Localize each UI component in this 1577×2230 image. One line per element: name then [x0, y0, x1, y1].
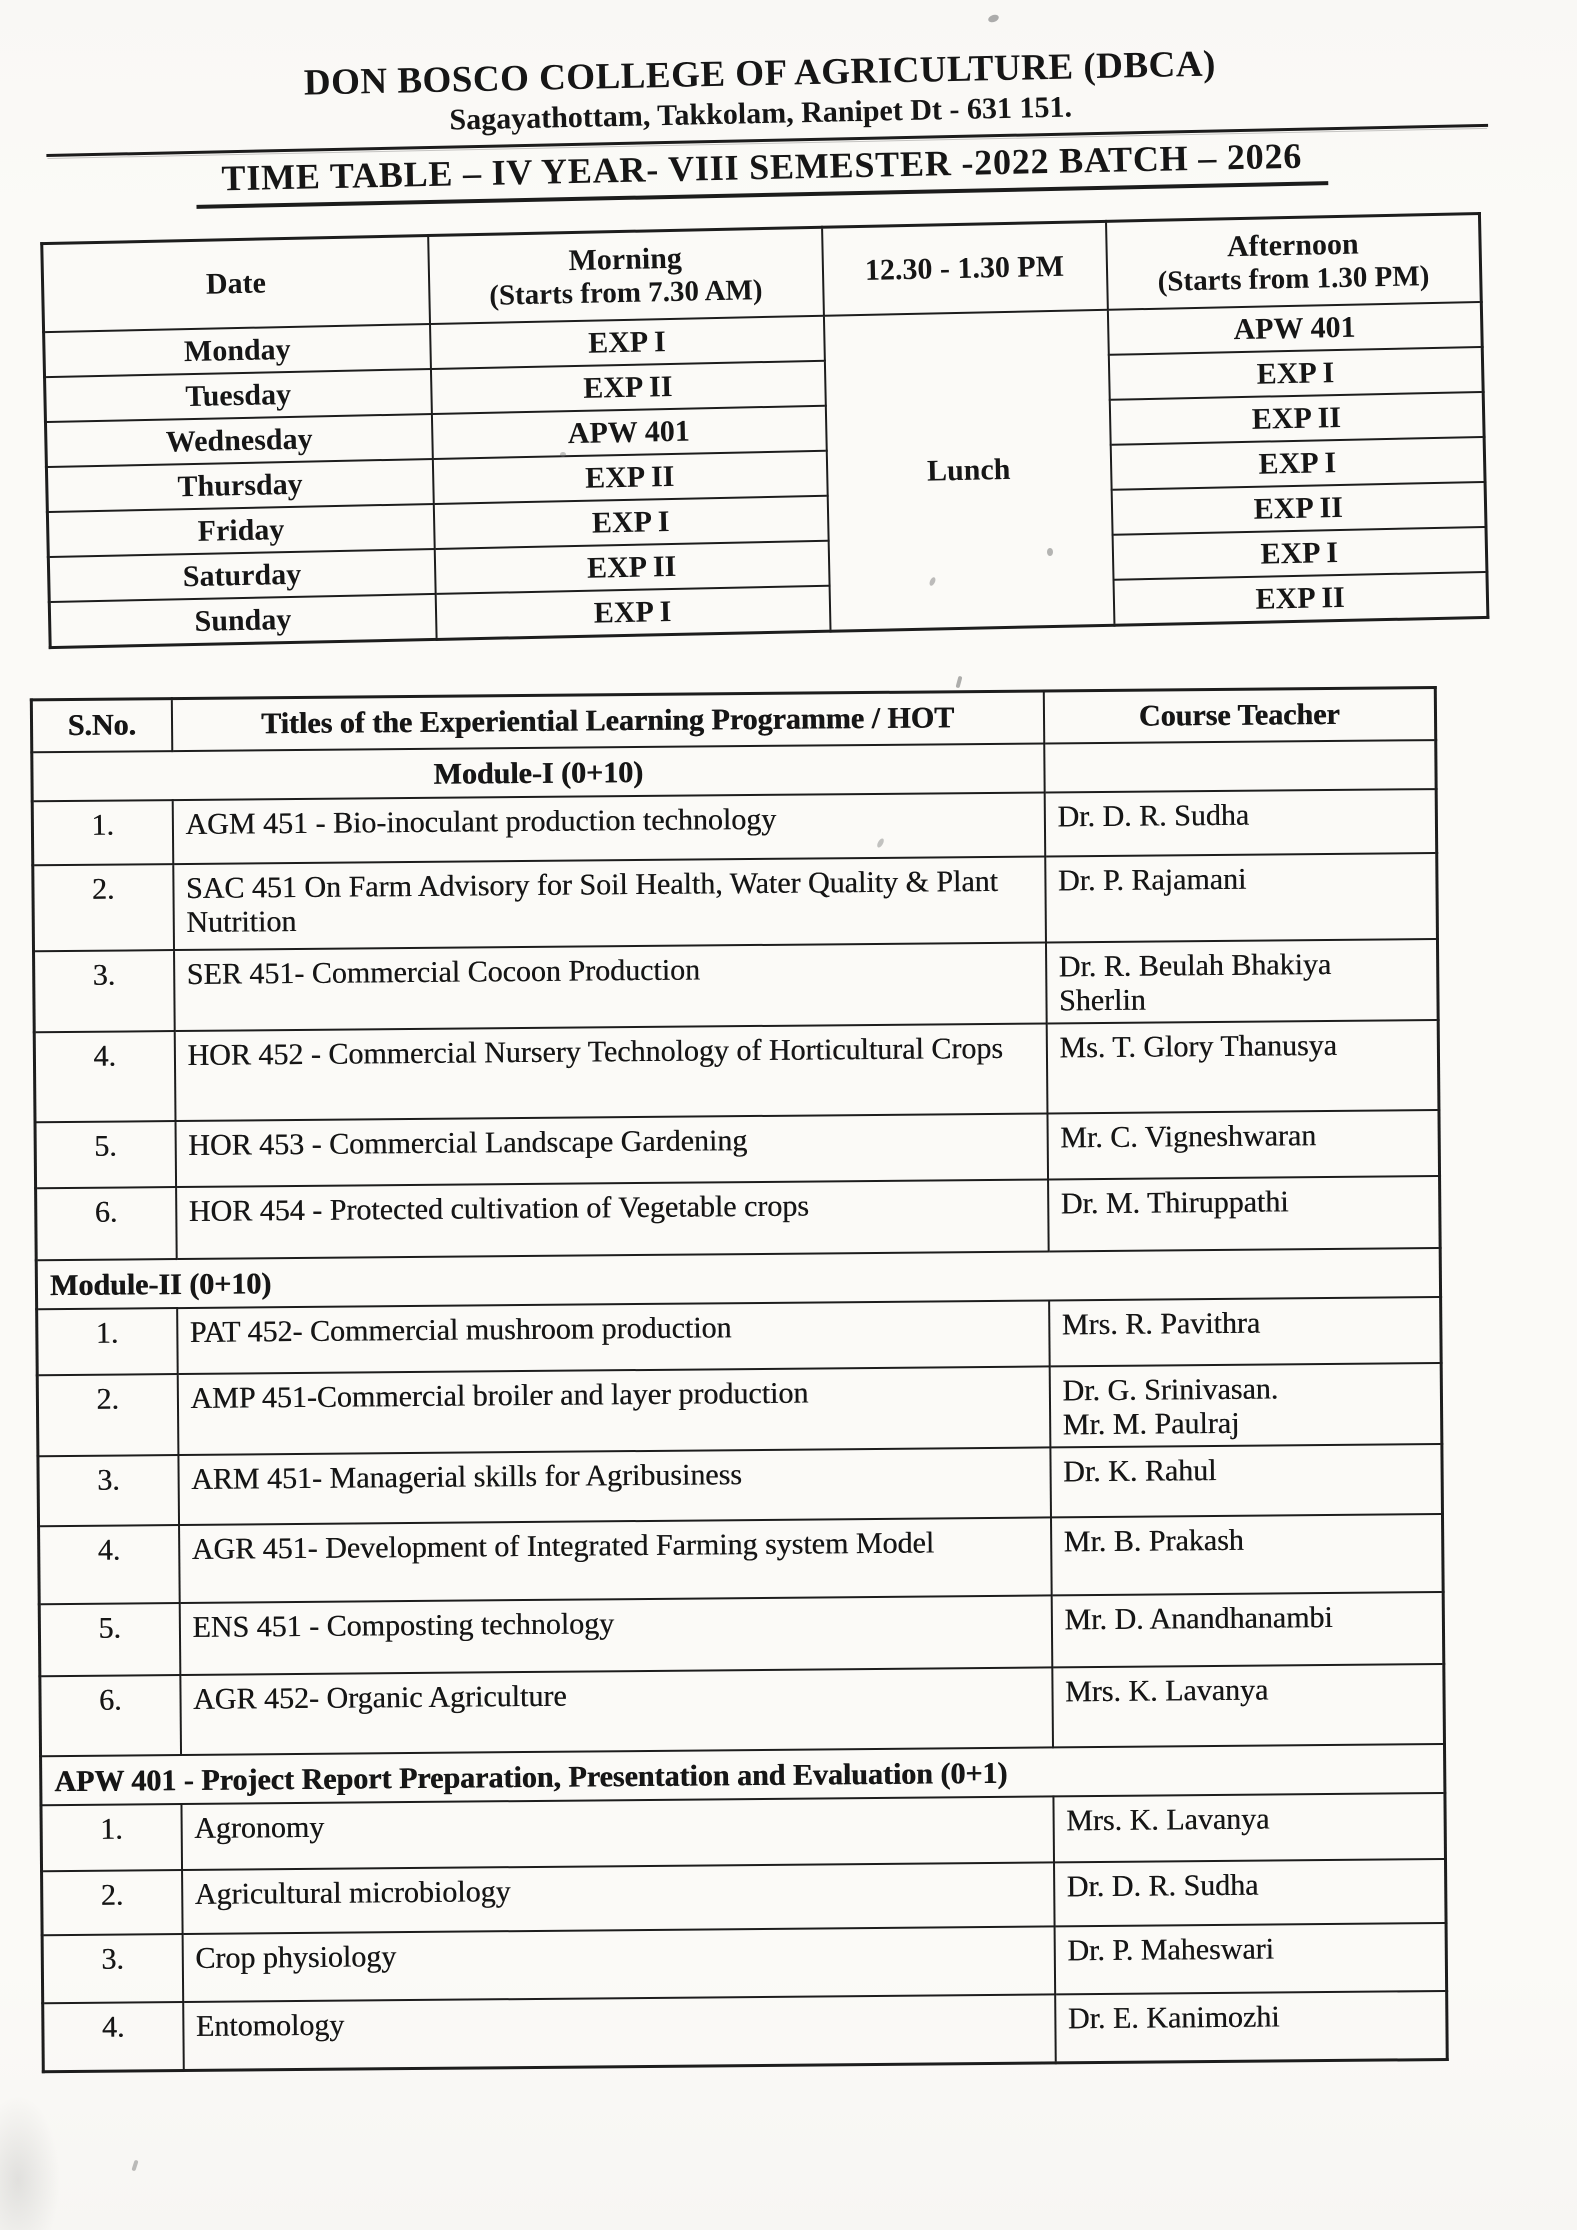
course-row	[33, 853, 1438, 951]
teacher-cell: Dr. E. Kanimozhi	[1055, 1991, 1448, 2062]
course-title-cell: HOR 454 - Protected cultivation of Vegetable crops	[176, 1179, 1049, 1259]
course-title-cell: SAC 451 On Farm Advisory for Soil Health, Water Quality & Plant Nutrition	[173, 856, 1046, 950]
afternoon-cell: EXP II	[1111, 482, 1486, 535]
sno-cell: 1.	[32, 800, 173, 865]
sno-cell: 6.	[40, 1675, 181, 1756]
module-1-label: Module-I (0+10)	[32, 743, 1044, 801]
course-title-cell: SER 451- Commercial Cocoon Production	[174, 942, 1047, 1031]
teacher-cell: Mr. B. Prakash	[1050, 1514, 1443, 1595]
morning-column-header	[428, 227, 824, 324]
course-title-cell: AGM 451 - Bio-inoculant production technology	[172, 792, 1045, 864]
course-row	[40, 1664, 1445, 1756]
day-cell: Sunday	[49, 594, 436, 648]
sno-cell: 3.	[42, 1934, 183, 2003]
sno-cell: 3.	[34, 950, 175, 1032]
morning-cell: APW 401	[431, 406, 826, 459]
document-title: TIME TABLE – IV YEAR- VIII SEMESTER -2022 BATCH – 2026	[195, 134, 1329, 209]
afternoon-cell: EXP II	[1113, 572, 1488, 625]
scan-speckle	[131, 2160, 138, 2172]
sno-cell: 6.	[36, 1187, 177, 1260]
afternoon-column-header	[1106, 214, 1482, 310]
afternoon-cell: EXP I	[1110, 437, 1485, 490]
teacher-cell: Dr. D. R. Sudha	[1044, 789, 1437, 856]
course-title-cell: PAT 452- Commercial mushroom production	[177, 1300, 1050, 1374]
afternoon-cell: EXP II	[1109, 392, 1484, 445]
document-title-wrap	[17, 130, 1508, 212]
course-title-cell: Agronomy	[181, 1796, 1054, 1870]
course-row	[41, 1793, 1446, 1871]
course-row	[43, 1991, 1448, 2071]
courses-table	[30, 686, 1449, 2073]
course-title-cell: Entomology	[183, 1994, 1056, 2070]
afternoon-cell: EXP I	[1112, 527, 1487, 580]
teacher-cell: Dr. M. Thiruppathi	[1048, 1176, 1441, 1251]
course-title-cell: Crop physiology	[182, 1926, 1055, 2002]
module-2-label: Module-II (0+10)	[36, 1248, 1440, 1309]
afternoon-cell: EXP I	[1108, 347, 1483, 400]
sno-cell: 3.	[38, 1455, 179, 1526]
sno-cell: 4.	[39, 1525, 180, 1604]
module-1-empty-cell	[1044, 740, 1436, 792]
course-title-cell: AGR 452- Organic Agriculture	[180, 1667, 1053, 1755]
course-title-cell: HOR 453 - Commercial Landscape Gardening	[175, 1113, 1048, 1187]
morning-cell: EXP I	[430, 316, 825, 369]
day-cell: Friday	[47, 504, 434, 557]
course-row	[39, 1514, 1444, 1604]
teacher-cell: Dr. D. R. Sudha	[1054, 1859, 1447, 1926]
teacher-cell: Dr. K. Rahul	[1050, 1444, 1443, 1517]
sno-cell: 5.	[35, 1121, 176, 1188]
course-title-cell: ARM 451- Managerial skills for Agribusiness	[178, 1447, 1051, 1525]
header-and-weekly-timetable	[13, 0, 1516, 650]
morning-header-label: Morning	[568, 241, 683, 277]
day-cell: Thursday	[46, 459, 433, 512]
sno-cell: 4.	[34, 1031, 175, 1122]
course-row	[32, 789, 1437, 865]
teacher-cell: Dr. R. Beulah Bhakiya Sherlin	[1045, 939, 1438, 1023]
sno-cell: 2.	[33, 864, 174, 951]
course-row	[34, 1020, 1439, 1122]
day-cell: Saturday	[48, 549, 435, 602]
day-cell: Monday	[44, 324, 431, 377]
weekly-timetable-table	[40, 212, 1489, 649]
date-column-header: Date	[42, 236, 430, 333]
day-cell: Wednesday	[45, 414, 432, 467]
morning-cell: EXP II	[434, 541, 829, 594]
day-cell: Tuesday	[45, 369, 432, 422]
scan-speckle	[1047, 548, 1053, 556]
afternoon-header-label: Afternoon	[1226, 227, 1359, 263]
teacher-cell: Mrs. K. Lavanya	[1052, 1664, 1445, 1747]
course-row	[39, 1592, 1444, 1676]
morning-cell: EXP II	[432, 451, 827, 504]
course-row	[38, 1444, 1443, 1526]
teacher-cell: Dr. P. Rajamani	[1045, 853, 1438, 942]
college-address: Sagayathottam, Takkolam, Ranipet Dt - 631 151.	[449, 90, 1073, 137]
afternoon-cell: APW 401	[1107, 302, 1482, 355]
scan-speckle	[560, 452, 566, 457]
sno-cell: 2.	[37, 1374, 178, 1456]
course-row	[37, 1297, 1442, 1375]
teacher-cell: Mr. C. Vigneshwaran	[1047, 1110, 1440, 1179]
course-row	[35, 1110, 1440, 1188]
lunch-cell: Lunch	[823, 310, 1114, 631]
teacher-cell: Dr. G. Srinivasan. Mr. M. Paulraj	[1049, 1363, 1442, 1447]
teacher-cell: Mr. D. Anandhanambi	[1051, 1592, 1444, 1667]
course-row	[42, 1859, 1447, 1935]
sno-cell: 4.	[43, 2002, 184, 2071]
sno-column-header: S.No.	[31, 699, 171, 753]
course-row	[42, 1923, 1447, 2003]
course-title-cell: AGR 451- Development of Integrated Farming system Model	[179, 1517, 1052, 1603]
college-name: DON BOSCO COLLEGE OF AGRICULTURE (DBCA)	[303, 43, 1217, 104]
course-title-cell: Agricultural microbiology	[182, 1862, 1055, 1934]
teacher-cell: Mrs. R. Pavithra	[1049, 1297, 1442, 1366]
teacher-column-header: Course Teacher	[1043, 688, 1435, 744]
lunch-time-header: 12.30 - 1.30 PM	[822, 221, 1108, 315]
sno-cell: 2.	[42, 1870, 183, 1935]
titles-column-header: Titles of the Experiential Learning Programme / HOT	[171, 691, 1043, 751]
teacher-cell: Dr. P. Maheswari	[1054, 1923, 1447, 1994]
sno-cell: 5.	[39, 1603, 180, 1676]
course-title-cell: ENS 451 - Composting technology	[179, 1595, 1052, 1675]
afternoon-header-sub: (Starts from 1.30 PM)	[1157, 259, 1430, 298]
course-row	[37, 1363, 1442, 1456]
morning-cell: EXP I	[433, 496, 828, 549]
teacher-cell: Mrs. K. Lavanya	[1053, 1793, 1446, 1862]
morning-cell: EXP I	[435, 586, 830, 640]
scan-speckle	[956, 676, 963, 689]
course-row	[36, 1176, 1441, 1260]
sno-cell: 1.	[37, 1308, 178, 1375]
course-row	[34, 939, 1439, 1032]
course-title-cell: AMP 451-Commercial broiler and layer production	[177, 1366, 1050, 1455]
morning-cell: EXP II	[430, 361, 825, 414]
morning-header-sub: (Starts from 7.30 AM)	[488, 273, 763, 312]
teacher-cell: Ms. T. Glory Thanusya	[1046, 1020, 1439, 1113]
courses-section	[0, 685, 1577, 2073]
course-title-cell: HOR 452 - Commercial Nursery Technology of Horticultural Crops	[174, 1023, 1047, 1121]
apw-section-label: APW 401 - Project Report Preparation, Presentation and Evaluation (0+1)	[41, 1744, 1445, 1805]
sno-cell: 1.	[41, 1804, 182, 1871]
